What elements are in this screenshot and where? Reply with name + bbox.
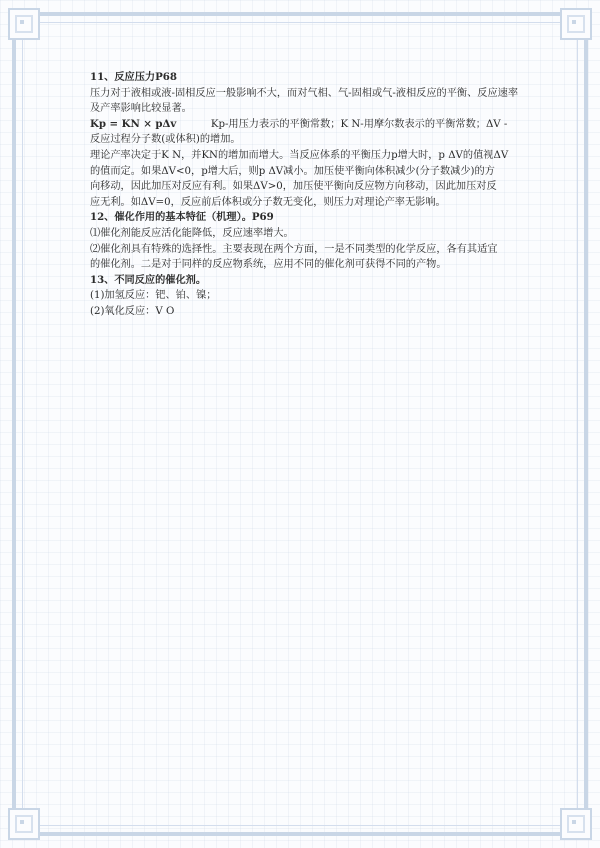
section-11-paragraph-2-line-1: 理论产率决定于K N，并KN的增加而增大。当反应体系的平衡压力p增大时，p ΔV的值视ΔV [90, 149, 509, 161]
section-13-heading: 13、不同反应的催化剂。 [90, 273, 207, 286]
section-11-heading: 11、反应压力P68 [90, 71, 177, 83]
formula: Kp = KN × pΔv [90, 117, 177, 130]
section-11-paragraph-2-line-4: 应无利。如ΔV=0，反应前后体积或分子数无变化，则压力对理论产率无影响。 [90, 196, 446, 208]
section-12-item-2-line-2: 的催化剂。二是对于同样的反应物系统，应用不同的催化剂可获得不同的产物。 [90, 259, 447, 271]
section-11-paragraph: 压力对于液相或液-固相反应一般影响不大，而对气相、气-固相或气-液相反应的平衡、反应速率及产率影响比较显著。 [90, 87, 519, 115]
formula-description-cont: 反应过程分子数(或体积)的增加。 [90, 134, 241, 146]
corner-ornament-bottom-left [8, 808, 40, 840]
section-11-paragraph-2-line-3: 向移动，因此加压对反应有利。如果ΔV>0，加压使平衡向反应物方向移动，因此加压对反 [90, 181, 497, 193]
section-12-item-1: ⑴催化剂能反应活化能降低，反应速率增大。 [90, 227, 294, 239]
section-12-heading: 12、催化作用的基本特征（机理）。P69 [90, 211, 274, 224]
section-12-item-2-line-1: ⑵催化剂具有特殊的选择性。主要表现在两个方面，一是不同类型的化学反应，各有其适宜 [90, 243, 498, 255]
formula-description: Kp-用压力表示的平衡常数；K N-用摩尔数表示的平衡常数；ΔV - [210, 118, 508, 130]
document-body [90, 70, 520, 320]
corner-ornament-top-left [8, 8, 40, 40]
corner-ornament-top-right [560, 8, 592, 40]
corner-ornament-bottom-right [560, 808, 592, 840]
section-13-item-2: (2)氧化反应：V O [90, 305, 175, 317]
formula-line [90, 117, 520, 133]
section-11-paragraph-2-line-2: 的值而定。如果ΔV<0，p增大后，则p ΔV减小。加压使平衡向体积减少(分子数减少)的方 [90, 165, 495, 177]
section-13-item-1: (1)加氢反应：钯、铂、镍； [90, 290, 217, 302]
